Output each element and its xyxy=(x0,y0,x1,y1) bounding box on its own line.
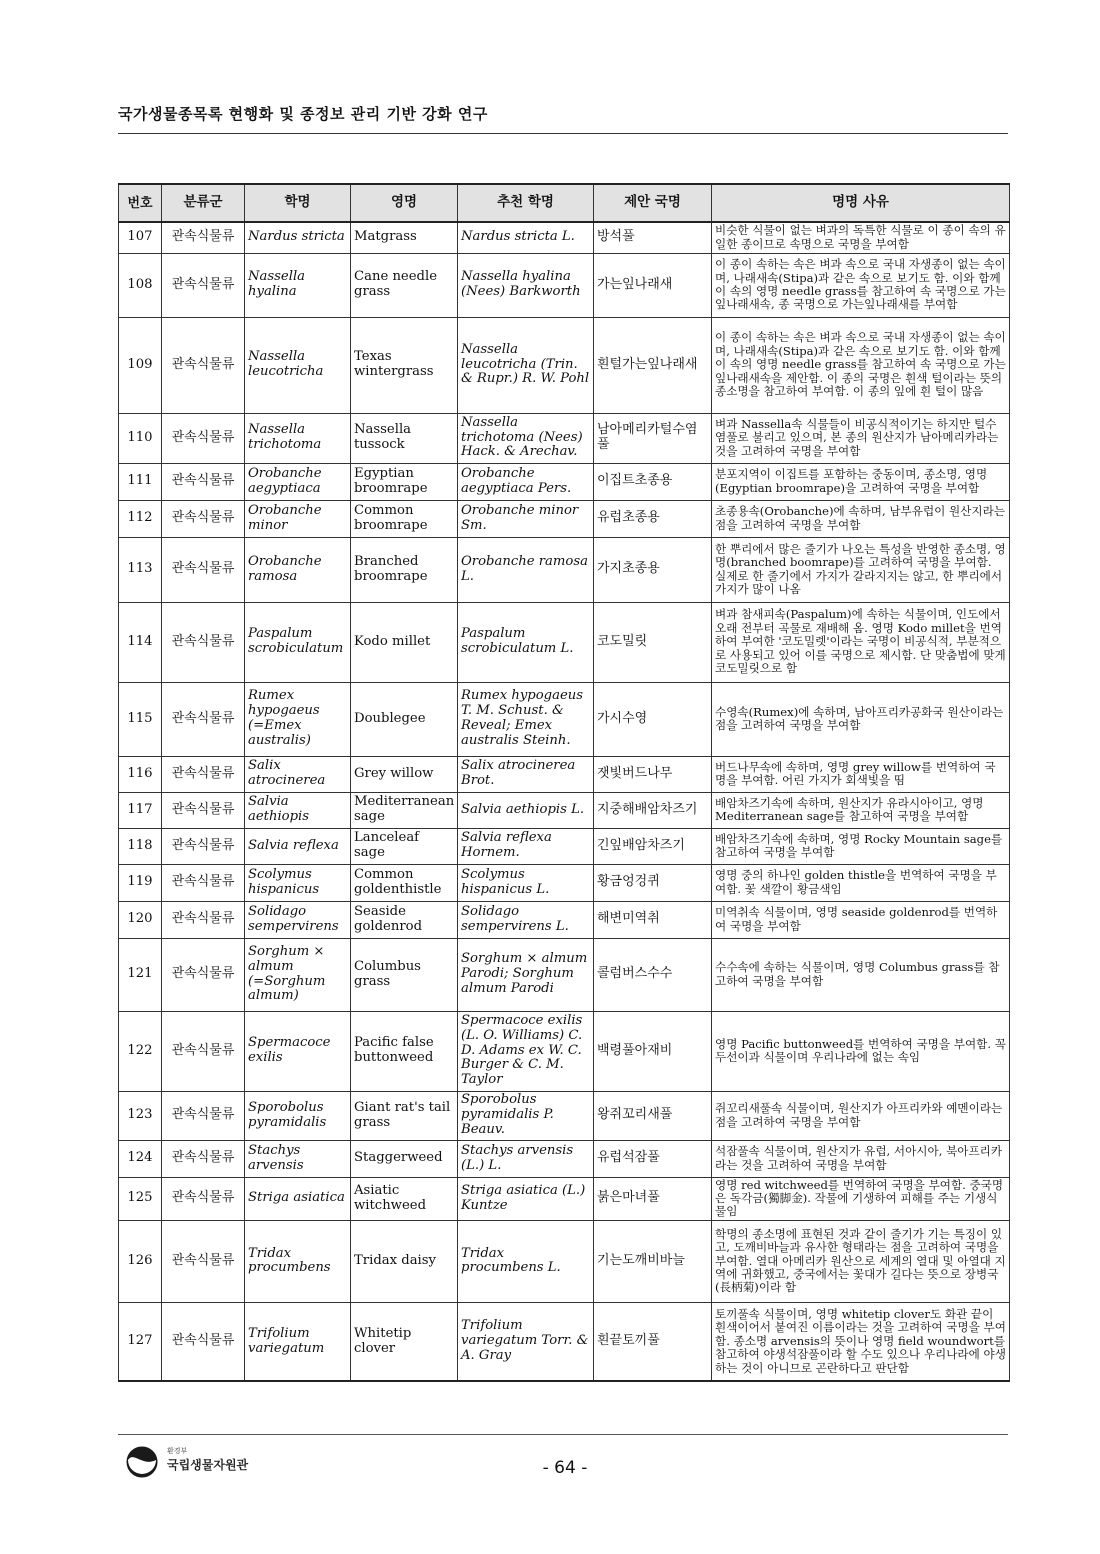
english-name: Mediterranean sage xyxy=(351,792,458,828)
english-name: Grey willow xyxy=(351,756,458,792)
row-number: 118 xyxy=(119,828,162,864)
recommended-name: Trifolium variegatum Torr. & A. Gray xyxy=(458,1302,594,1381)
table-row xyxy=(119,792,1010,828)
institution-name: 국립생물자원관 xyxy=(167,1458,249,1472)
naming-reason: 영명 red witchweed를 번역하여 국명을 부여함. 중국명은 독각금(獨脚金). 작물에 기생하여 피해를 주는 기생식물임 xyxy=(712,1177,1010,1220)
scientific-name: Sorghum × almum (=Sorghum almum) xyxy=(245,938,351,1011)
taxon-group: 관속식물류 xyxy=(162,792,245,828)
recommended-name: Salvia aethiopis L. xyxy=(458,792,594,828)
table-row xyxy=(119,413,1010,463)
taxon-group: 관속식물류 xyxy=(162,602,245,682)
naming-reason: 쥐꼬리새풀속 식물이며, 원산지가 아프리카와 예멘이라는 점을 고려하여 국명을 부여함 xyxy=(712,1091,1010,1140)
naming-reason: 토끼풀속 식물이며, 영명 whitetip clover도 화관 끝이 흰색이어서 붙여진 이름이라는 것을 고려하여 국명을 부여함. 종소명 arvensis의 뜻이나 영명 field woundwort를 참고하여 야생석잠풀이라 할 수도 있으나 우리나라에 야생하는 것이 아니므로 곤란하다고 판단함 xyxy=(712,1302,1010,1381)
row-number: 112 xyxy=(119,500,162,537)
table-row xyxy=(119,1220,1010,1302)
table-row xyxy=(119,253,1010,317)
recommended-name: Tridax procumbens L. xyxy=(458,1220,594,1302)
taxon-group: 관속식물류 xyxy=(162,1091,245,1140)
row-number: 117 xyxy=(119,792,162,828)
english-name: Texas wintergrass xyxy=(351,317,458,413)
naming-reason: 분포지역이 이집트를 포함하는 중동이며, 종소명, 영명(Egyptian broomrape)을 고려하여 국명을 부여함 xyxy=(712,463,1010,500)
table-row xyxy=(119,682,1010,756)
recommended-name: Salix atrocinerea Brot. xyxy=(458,756,594,792)
table-row xyxy=(119,1140,1010,1177)
taxon-group: 관속식물류 xyxy=(162,901,245,938)
naming-reason: 한 뿌리에서 많은 줄기가 나오는 특성을 반영한 종소명, 영명(branched boomrape)를 고려하여 국명을 부여함. 실제로 한 줄기에서 가지가 갈라지지는 않고, 한 뿌리에서 가지가 많이 나옴 xyxy=(712,537,1010,602)
recommended-name: Orobanche ramosa L. xyxy=(458,537,594,602)
scientific-name: Stachys arvensis xyxy=(245,1140,351,1177)
row-number: 110 xyxy=(119,413,162,463)
row-number: 115 xyxy=(119,682,162,756)
naming-reason: 미역취속 식물이며, 영명 seaside goldenrod를 번역하여 국명을 부여함 xyxy=(712,901,1010,938)
scientific-name: Solidago sempervirens xyxy=(245,901,351,938)
english-name: Egyptian broomrape xyxy=(351,463,458,500)
english-name: Matgrass xyxy=(351,222,458,253)
naming-reason: 버드나무속에 속하며, 영명 grey willow를 번역하여 국명을 부여함. 어린 가지가 회색빛을 띰 xyxy=(712,756,1010,792)
naming-reason: 비슷한 식물이 없는 벼과의 독특한 식물로 이 종이 속의 유일한 종이므로 속명으로 국명을 부여함 xyxy=(712,222,1010,253)
proposed-korean-name: 지중해배암차즈기 xyxy=(594,792,712,828)
table-row xyxy=(119,1091,1010,1140)
running-title: 국가생물종목록 현행화 및 종정보 관리 기반 강화 연구 xyxy=(118,105,488,123)
recommended-name: Nassella trichotoma (Nees) Hack. & Arechav. xyxy=(458,413,594,463)
taxon-group: 관속식물류 xyxy=(162,938,245,1011)
column-header-naming-reason: 명명 사유 xyxy=(712,184,1010,222)
table-row xyxy=(119,1177,1010,1220)
naming-reason: 학명의 종소명에 표현된 것과 같이 줄기가 기는 특징이 있고, 도깨비바늘과 유사한 형태라는 점을 고려하여 국명을 부여함. 열대 아메리카 원산으로 세계의 열대 및 아열대 지역에 귀화했고, 중국에서는 꽃대가 길다는 뜻으로 장병국(長柄菊)이라 함 xyxy=(712,1220,1010,1302)
recommended-name: Orobanche aegyptiaca Pers. xyxy=(458,463,594,500)
english-name: Whitetip clover xyxy=(351,1302,458,1381)
taxon-group: 관속식물류 xyxy=(162,253,245,317)
english-name: Staggerweed xyxy=(351,1140,458,1177)
taxon-group: 관속식물류 xyxy=(162,1011,245,1091)
recommended-name: Striga asiatica (L.) Kuntze xyxy=(458,1177,594,1220)
row-number: 119 xyxy=(119,864,162,901)
english-name: Kodo millet xyxy=(351,602,458,682)
column-header-group: 분류군 xyxy=(162,184,245,222)
taxon-group: 관속식물류 xyxy=(162,1220,245,1302)
ministry-label: 환경부 xyxy=(167,1447,188,1455)
proposed-korean-name: 가시수영 xyxy=(594,682,712,756)
recommended-name: Scolymus hispanicus L. xyxy=(458,864,594,901)
scientific-name: Salvia aethiopis xyxy=(245,792,351,828)
row-number: 113 xyxy=(119,537,162,602)
table-row xyxy=(119,222,1010,253)
recommended-name: Salvia reflexa Hornem. xyxy=(458,828,594,864)
recommended-name: Nardus stricta L. xyxy=(458,222,594,253)
scientific-name: Salix atrocinerea xyxy=(245,756,351,792)
english-name: Nassella tussock xyxy=(351,413,458,463)
header-rule xyxy=(118,133,1008,134)
taxon-group: 관속식물류 xyxy=(162,828,245,864)
recommended-name: Nassella hyalina (Nees) Barkworth xyxy=(458,253,594,317)
english-name: Common goldenthistle xyxy=(351,864,458,901)
proposed-korean-name: 콜럼버스수수 xyxy=(594,938,712,1011)
table-row xyxy=(119,756,1010,792)
scientific-name: Orobanche aegyptiaca xyxy=(245,463,351,500)
scientific-name: Tridax procumbens xyxy=(245,1220,351,1302)
proposed-korean-name: 긴잎배암차즈기 xyxy=(594,828,712,864)
english-name: Cane needle grass xyxy=(351,253,458,317)
taxon-group: 관속식물류 xyxy=(162,500,245,537)
row-number: 116 xyxy=(119,756,162,792)
taxon-group: 관속식물류 xyxy=(162,682,245,756)
scientific-name: Orobanche ramosa xyxy=(245,537,351,602)
naming-reason: 수수속에 속하는 식물이며, 영명 Columbus grass를 참고하여 국명을 부여함 xyxy=(712,938,1010,1011)
proposed-korean-name: 가는잎나래새 xyxy=(594,253,712,317)
row-number: 124 xyxy=(119,1140,162,1177)
table-row xyxy=(119,1302,1010,1381)
table-row xyxy=(119,317,1010,413)
proposed-korean-name: 해변미역취 xyxy=(594,901,712,938)
proposed-korean-name: 코도밀릿 xyxy=(594,602,712,682)
proposed-korean-name: 흰털가는잎나래새 xyxy=(594,317,712,413)
english-name: Branched broomrape xyxy=(351,537,458,602)
recommended-name: Sorghum × almum Parodi; Sorghum almum Parodi xyxy=(458,938,594,1011)
species-table xyxy=(118,183,1010,1382)
english-name: Lanceleaf sage xyxy=(351,828,458,864)
naming-reason: 벼과 Nassella속 식물들이 비공식적이기는 하지만 털수염풀로 불리고 있으며, 본 종의 원산지가 남아메리카라는 것을 고려하여 국명을 부여함 xyxy=(712,413,1010,463)
proposed-korean-name: 유럽초종용 xyxy=(594,500,712,537)
taxon-group: 관속식물류 xyxy=(162,413,245,463)
proposed-korean-name: 붉은마녀풀 xyxy=(594,1177,712,1220)
row-number: 108 xyxy=(119,253,162,317)
table-row xyxy=(119,864,1010,901)
proposed-korean-name: 기는도깨비바늘 xyxy=(594,1220,712,1302)
taxon-group: 관속식물류 xyxy=(162,756,245,792)
scientific-name: Sporobolus pyramidalis xyxy=(245,1091,351,1140)
table-row xyxy=(119,463,1010,500)
table-row xyxy=(119,938,1010,1011)
scientific-name: Orobanche minor xyxy=(245,500,351,537)
recommended-name: Sporobolus pyramidalis P. Beauv. xyxy=(458,1091,594,1140)
proposed-korean-name: 남아메리카털수염풀 xyxy=(594,413,712,463)
scientific-name: Spermacoce exilis xyxy=(245,1011,351,1091)
row-number: 125 xyxy=(119,1177,162,1220)
taxon-group: 관속식물류 xyxy=(162,463,245,500)
scientific-name: Striga asiatica xyxy=(245,1177,351,1220)
row-number: 127 xyxy=(119,1302,162,1381)
scientific-name: Nassella leucotricha xyxy=(245,317,351,413)
row-number: 120 xyxy=(119,901,162,938)
table-row xyxy=(119,901,1010,938)
naming-reason: 벼과 참새피속(Paspalum)에 속하는 식물이며, 인도에서 오래 전부터 곡물로 재배해 옴. 영명 Kodo millet을 번역하여 부여한 '코도밀렛'이라는 국명이 비공식적, 부분적으로 사용되고 있어 이를 국명으로 제시함. 단 맞춤법에 맞게 코도밀릿으로 함 xyxy=(712,602,1010,682)
scientific-name: Paspalum scrobiculatum xyxy=(245,602,351,682)
taxon-group: 관속식물류 xyxy=(162,1177,245,1220)
table-row xyxy=(119,828,1010,864)
row-number: 123 xyxy=(119,1091,162,1140)
scientific-name: Nardus stricta xyxy=(245,222,351,253)
scientific-name: Nassella hyalina xyxy=(245,253,351,317)
row-number: 109 xyxy=(119,317,162,413)
english-name: Tridax daisy xyxy=(351,1220,458,1302)
column-header-english-name: 영명 xyxy=(351,184,458,222)
row-number: 111 xyxy=(119,463,162,500)
recommended-name: Orobanche minor Sm. xyxy=(458,500,594,537)
table-row xyxy=(119,537,1010,602)
naming-reason: 영명 중의 하나인 golden thistle을 번역하여 국명을 부여함. 꽃 색깔이 황금색임 xyxy=(712,864,1010,901)
institution-logo xyxy=(125,1443,285,1479)
row-number: 126 xyxy=(119,1220,162,1302)
column-header-proposed-korean-name: 제안 국명 xyxy=(594,184,712,222)
scientific-name: Nassella trichotoma xyxy=(245,413,351,463)
row-number: 122 xyxy=(119,1011,162,1091)
proposed-korean-name: 백령풀아재비 xyxy=(594,1011,712,1091)
recommended-name: Paspalum scrobiculatum L. xyxy=(458,602,594,682)
recommended-name: Spermacoce exilis (L. O. Williams) C. D. Adams ex W. C. Burger & C. M. Taylor xyxy=(458,1011,594,1091)
footer-rule xyxy=(118,1434,1008,1435)
proposed-korean-name: 가지초종용 xyxy=(594,537,712,602)
recommended-name: Solidago sempervirens L. xyxy=(458,901,594,938)
naming-reason: 배암차즈기속에 속하며, 영명 Rocky Mountain sage를 참고하여 국명을 부여함 xyxy=(712,828,1010,864)
recommended-name: Stachys arvensis (L.) L. xyxy=(458,1140,594,1177)
row-number: 121 xyxy=(119,938,162,1011)
taxon-group: 관속식물류 xyxy=(162,537,245,602)
naming-reason: 석잠풀속 식물이며, 원산지가 유럽, 서아시아, 북아프리카라는 것을 고려하여 국명을 부여함 xyxy=(712,1140,1010,1177)
recommended-name: Rumex hypogaeus T. M. Schust. & Reveal; Emex australis Steinh. xyxy=(458,682,594,756)
recommended-name: Nassella leucotricha (Trin. & Rupr.) R. W. Pohl xyxy=(458,317,594,413)
taegeuk-emblem-icon xyxy=(125,1445,159,1479)
table-row xyxy=(119,500,1010,537)
naming-reason: 이 종이 속하는 속은 벼과 속으로 국내 자생종이 없는 속이며, 나래새속(Stipa)과 같은 속으로 보기도 함. 이와 함께 이 속의 영명 needle grass를 참고하여 속 국명으로 가는잎나래새속, 종 국명으로 가는잎나래새를 부여함 xyxy=(712,253,1010,317)
table-row xyxy=(119,602,1010,682)
table-row xyxy=(119,1011,1010,1091)
scientific-name: Scolymus hispanicus xyxy=(245,864,351,901)
taxon-group: 관속식물류 xyxy=(162,317,245,413)
column-header-scientific-name: 학명 xyxy=(245,184,351,222)
proposed-korean-name: 유럽석잠풀 xyxy=(594,1140,712,1177)
proposed-korean-name: 이집트초종용 xyxy=(594,463,712,500)
english-name: Giant rat's tail grass xyxy=(351,1091,458,1140)
naming-reason: 수영속(Rumex)에 속하며, 남아프리카공화국 원산이라는 점을 고려하여 국명을 부여함 xyxy=(712,682,1010,756)
taxon-group: 관속식물류 xyxy=(162,1302,245,1381)
column-header-recommended-name: 추천 학명 xyxy=(458,184,594,222)
naming-reason: 배암차즈기속에 속하며, 원산지가 유라시아이고, 영명 Mediterranean sage를 참고하여 국명을 부여함 xyxy=(712,792,1010,828)
english-name: Pacific false buttonweed xyxy=(351,1011,458,1091)
table-body xyxy=(119,222,1010,1381)
taxon-group: 관속식물류 xyxy=(162,864,245,901)
proposed-korean-name: 잿빛버드나무 xyxy=(594,756,712,792)
scientific-name: Salvia reflexa xyxy=(245,828,351,864)
table-header-row xyxy=(119,184,1010,222)
naming-reason: 이 종이 속하는 속은 벼과 속으로 국내 자생종이 없는 속이며, 나래새속(Stipa)과 같은 속으로 보기도 함. 이와 함께 이 속의 영명 needle grass를 참고하여 속 국명으로 가는잎나래새속을 제안함. 이 종의 국명은 흰색 털이라는 뜻의 종소명을 참고하여 부여함. 이 종의 잎에 흰 털이 많음 xyxy=(712,317,1010,413)
row-number: 114 xyxy=(119,602,162,682)
english-name: Doublegee xyxy=(351,682,458,756)
proposed-korean-name: 흰끝토끼풀 xyxy=(594,1302,712,1381)
scientific-name: Rumex hypogaeus (=Emex australis) xyxy=(245,682,351,756)
taxon-group: 관속식물류 xyxy=(162,222,245,253)
column-header-no: 번호 xyxy=(119,184,162,222)
english-name: Seaside goldenrod xyxy=(351,901,458,938)
english-name: Common broomrape xyxy=(351,500,458,537)
page-number: - 64 - xyxy=(542,1458,588,1478)
scientific-name: Trifolium variegatum xyxy=(245,1302,351,1381)
english-name: Columbus grass xyxy=(351,938,458,1011)
row-number: 107 xyxy=(119,222,162,253)
proposed-korean-name: 황금엉겅퀴 xyxy=(594,864,712,901)
proposed-korean-name: 방석풀 xyxy=(594,222,712,253)
naming-reason: 초종용속(Orobanche)에 속하며, 남부유럽이 원산지라는 점을 고려하여 국명을 부여함 xyxy=(712,500,1010,537)
naming-reason: 영명 Pacific buttonweed를 번역하여 국명을 부여함. 꼭두선이과 식물이며 우리나라에 없는 속임 xyxy=(712,1011,1010,1091)
proposed-korean-name: 왕쥐꼬리새풀 xyxy=(594,1091,712,1140)
english-name: Asiatic witchweed xyxy=(351,1177,458,1220)
taxon-group: 관속식물류 xyxy=(162,1140,245,1177)
